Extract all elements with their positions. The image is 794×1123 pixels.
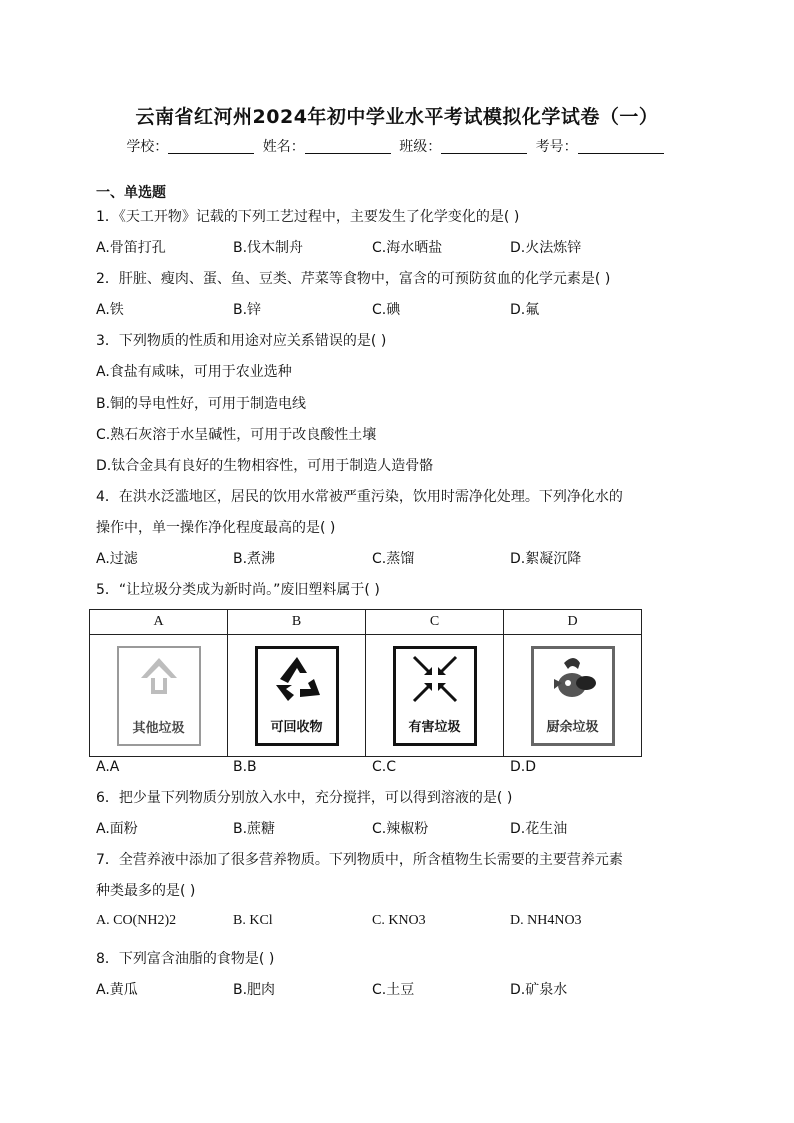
question-7-stem-line1: 7．全营养液中添加了很多营养物质。下列物质中，所含植物生长需要的主要营养元素 bbox=[96, 852, 623, 868]
q1-option-c: C.海水晒盐 bbox=[372, 240, 443, 256]
table-header-c: C bbox=[366, 610, 504, 635]
name-label: 姓名： bbox=[262, 139, 305, 155]
number-blank bbox=[578, 139, 664, 154]
bin-cell-hazardous bbox=[366, 635, 504, 757]
table-header-a: A bbox=[90, 610, 228, 635]
question-4-stem-line2: 操作中，单一操作净化程度最高的是( ) bbox=[96, 520, 336, 536]
q2-option-c: C.碘 bbox=[372, 302, 401, 318]
q5-option-b: B.B bbox=[233, 759, 257, 775]
q7-option-b: B. KCl bbox=[233, 913, 273, 928]
exam-title: 云南省红河州2024年初中学业水平考试模拟化学试卷（一） bbox=[135, 106, 659, 128]
hazardous-arrows-icon bbox=[396, 649, 474, 711]
class-label: 班级： bbox=[399, 139, 442, 155]
q5-option-c: C.C bbox=[372, 759, 397, 775]
question-3-stem: 3．下列物质的性质和用途对应关系错误的是( ) bbox=[96, 333, 387, 349]
q4-option-d: D.絮凝沉降 bbox=[510, 551, 582, 567]
other-waste-icon bbox=[119, 648, 199, 708]
q2-option-b: B.锌 bbox=[233, 302, 262, 318]
q8-option-c: C.土豆 bbox=[372, 982, 415, 998]
q1-option-d: D.火法炼锌 bbox=[510, 240, 582, 256]
question-6-stem: 6．把少量下列物质分别放入水中，充分搅拌，可以得到溶液的是( ) bbox=[96, 790, 513, 806]
q1-option-b: B.伐木制舟 bbox=[233, 240, 304, 256]
recyclable-sign bbox=[255, 646, 339, 746]
other-waste-sign bbox=[117, 646, 201, 746]
question-4-stem-line1: 4．在洪水泛滥地区，居民的饮用水常被严重污染，饮用时需净化处理。下列净化水的 bbox=[96, 489, 623, 505]
q6-option-d: D.花生油 bbox=[510, 821, 568, 837]
q2-option-d: D.氟 bbox=[510, 302, 540, 318]
kitchen-waste-sign bbox=[531, 646, 615, 746]
q8-option-b: B.肥肉 bbox=[233, 982, 276, 998]
q3-option-b: B.铜的导电性好，可用于制造电线 bbox=[96, 396, 307, 412]
question-1-stem: 1．《天工开物》记载的下列工艺过程中，主要发生了化学变化的是( ) bbox=[96, 209, 520, 225]
q7-option-a: A. CO(NH2)2 bbox=[96, 913, 177, 928]
table-header-d: D bbox=[504, 610, 642, 635]
bin-label-hazardous: 有害垃圾 bbox=[408, 719, 461, 735]
q4-option-b: B.煮沸 bbox=[233, 551, 276, 567]
q5-option-a: A.A bbox=[96, 759, 120, 775]
bin-cell-other bbox=[90, 635, 228, 757]
q8-option-a: A.黄瓜 bbox=[96, 982, 138, 998]
q7-option-c: C. KNO3 bbox=[372, 913, 426, 928]
bin-cell-kitchen bbox=[504, 635, 642, 757]
q1-option-a: A.骨笛打孔 bbox=[96, 240, 166, 256]
question-2-stem: 2．肝脏、瘦肉、蛋、鱼、豆类、芹菜等食物中，富含的可预防贫血的化学元素是( ) bbox=[96, 271, 611, 287]
q3-option-a: A.食盐有咸味，可用于农业选种 bbox=[96, 364, 292, 380]
school-blank bbox=[168, 139, 254, 154]
table-header-b: B bbox=[228, 610, 366, 635]
hazardous-sign bbox=[393, 646, 477, 746]
q5-option-d: D.D bbox=[510, 759, 537, 775]
bin-label-recyclable: 可回收物 bbox=[270, 719, 323, 735]
number-label: 考号： bbox=[535, 139, 578, 155]
q4-option-c: C.蒸馏 bbox=[372, 551, 415, 567]
waste-bin-table bbox=[89, 609, 642, 757]
bin-cell-recyclable bbox=[228, 635, 366, 757]
student-info-row bbox=[0, 136, 794, 156]
q4-option-a: A.过滤 bbox=[96, 551, 138, 567]
q6-option-a: A.面粉 bbox=[96, 821, 138, 837]
q3-option-c: C.熟石灰溶于水呈碱性，可用于改良酸性土壤 bbox=[96, 427, 377, 443]
food-scraps-icon bbox=[534, 649, 612, 711]
q3-option-d: D.钛合金具有良好的生物相容性，可用于制造人造骨骼 bbox=[96, 458, 434, 474]
q2-option-a: A.铁 bbox=[96, 302, 124, 318]
school-label: 学校： bbox=[126, 139, 169, 155]
bin-label-other: 其他垃圾 bbox=[132, 720, 185, 736]
recycle-icon bbox=[258, 649, 336, 711]
class-blank bbox=[441, 139, 527, 154]
name-blank bbox=[305, 139, 391, 154]
question-8-stem: 8．下列富含油脂的食物是( ) bbox=[96, 951, 275, 967]
q6-option-c: C.辣椒粉 bbox=[372, 821, 429, 837]
section-heading: 一、单选题 bbox=[96, 185, 166, 201]
question-7-stem-line2: 种类最多的是( ) bbox=[96, 883, 196, 899]
bin-label-kitchen: 厨余垃圾 bbox=[546, 719, 599, 735]
q8-option-d: D.矿泉水 bbox=[510, 982, 568, 998]
question-5-stem: 5．“让垃圾分类成为新时尚。”废旧塑料属于( ) bbox=[96, 582, 380, 598]
q6-option-b: B.蔗糖 bbox=[233, 821, 276, 837]
q7-option-d: D. NH4NO3 bbox=[510, 913, 582, 928]
